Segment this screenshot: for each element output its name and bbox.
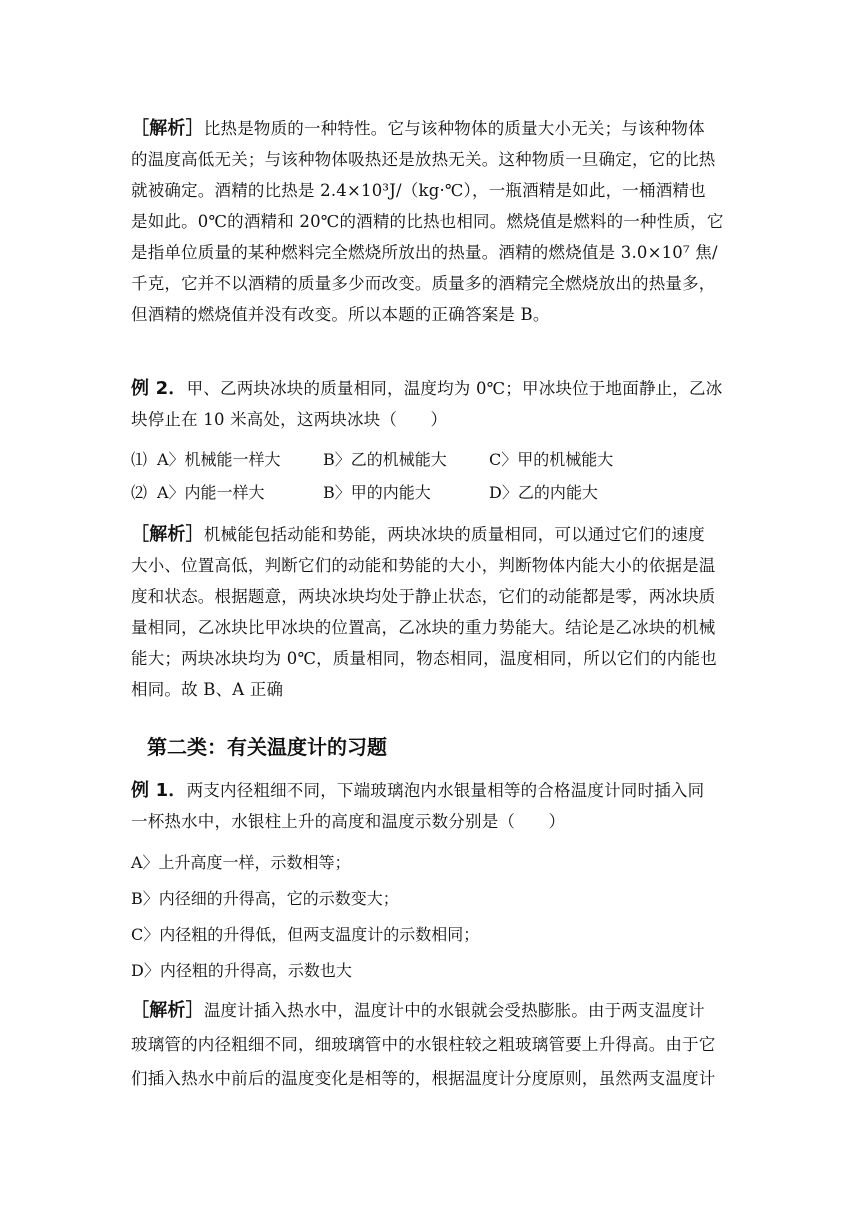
text-line: 一杯热水中，水银柱上升的高度和温度示数分别是（ ）	[131, 812, 566, 831]
text-line: 度和状态。根据题意，两块冰块均处于静止状态，它们的动能都是零，两冰块质	[131, 587, 716, 606]
text-line: 们插入热水中前后的温度变化是相等的，根据温度计分度原则，虽然两支温度计	[131, 1069, 716, 1088]
example-1-option-b: B〉内径细的升得高，它的示数变大；	[131, 889, 399, 908]
text-line: 例 1．两支内径粗细不同，下端玻璃泡内水银量相等的合格温度计同时插入同	[131, 780, 705, 801]
example-2-options-row-1	[131, 445, 613, 475]
example-2-options-row-2	[131, 478, 598, 508]
example-1-option-d: D〉内径粗的升得高，示数也大	[131, 961, 352, 980]
analysis-paragraph-1	[131, 113, 731, 330]
text-line: 量相同，乙冰块比甲冰块的位置高，乙冰块的重力势能大。结论是乙冰块的机械	[131, 618, 716, 637]
analysis-paragraph-3	[131, 995, 731, 1097]
question-number: ⑵	[131, 483, 148, 502]
analysis-tag: ［解析］	[131, 524, 204, 545]
text-line: 相同。故 B、A 正确	[131, 680, 284, 699]
text-line: 大小、位置高低，判断它们的动能和势能的大小，判断物体内能大小的依据是温	[131, 556, 716, 575]
text-line: ［解析］比热是物质的一种特性。它与该种物体的质量大小无关；与该种物体	[131, 118, 705, 139]
analysis-paragraph-2	[131, 519, 731, 705]
text-line: 是如此。0℃的酒精和 20℃的酒精的比热也相同。燃烧值是燃料的一种性质，它	[131, 212, 724, 231]
example-2-question	[131, 373, 731, 435]
text-line: 千克，它并不以酒精的质量多少而改变。质量多的酒精完全燃烧放出的热量多，	[131, 274, 716, 293]
option-c: C〉甲的机械能大	[489, 450, 614, 469]
text-line: 能大；两块冰块均为 0℃，质量相同，物态相同，温度相同，所以它们的内能也	[131, 649, 717, 668]
section-heading: 第二类：有关温度计的习题	[147, 735, 387, 759]
option-b: B〉甲的内能大	[323, 483, 431, 502]
text-line: 但酒精的燃烧值并没有改变。所以本题的正确答案是 B。	[131, 305, 550, 324]
analysis-tag: ［解析］	[131, 118, 204, 139]
example-1-option-a: A〉上升高度一样，示数相等；	[131, 853, 351, 872]
option-b: B〉乙的机械能大	[323, 450, 447, 469]
text-line: 是指单位质量的某种燃料完全燃烧所放出的热量。酒精的燃烧值是 3.0×10⁷ 焦/	[131, 243, 718, 262]
option-a: A〉内能一样大	[157, 483, 265, 502]
question-number: ⑴	[131, 450, 148, 469]
example-label: 例 1．	[131, 780, 187, 801]
text-line: 块停止在 10 米高处，这两块冰块（ ）	[131, 410, 448, 429]
example-label: 例 2．	[131, 378, 187, 399]
text-line: ［解析］温度计插入热水中，温度计中的水银就会受热膨胀。由于两支温度计	[131, 1000, 705, 1021]
option-a: A〉机械能一样大	[157, 450, 281, 469]
text-line: 就被确定。酒精的比热是 2.4×10³J/（kg·℃），一瓶酒精是如此，一桶酒精也	[131, 181, 706, 200]
option-d: D〉乙的内能大	[489, 483, 598, 502]
text-line: 玻璃管的内径粗细不同，细玻璃管中的水银柱较之粗玻璃管要上升得高。由于它	[131, 1035, 716, 1054]
text-line: 例 2．甲、乙两块冰块的质量相同，温度均为 0℃；甲冰块位于地面静止，乙冰	[131, 378, 723, 399]
text-line: 的温度高低无关；与该种物体吸热还是放热无关。这种物质一旦确定，它的比热	[131, 150, 716, 169]
example-1-option-c: C〉内径粗的升得低，但两支温度计的示数相同；	[131, 925, 480, 944]
text-line: ［解析］机械能包括动能和势能，两块冰块的质量相同，可以通过它们的速度	[131, 524, 705, 545]
analysis-tag: ［解析］	[131, 1000, 204, 1021]
example-1-question	[131, 775, 731, 837]
